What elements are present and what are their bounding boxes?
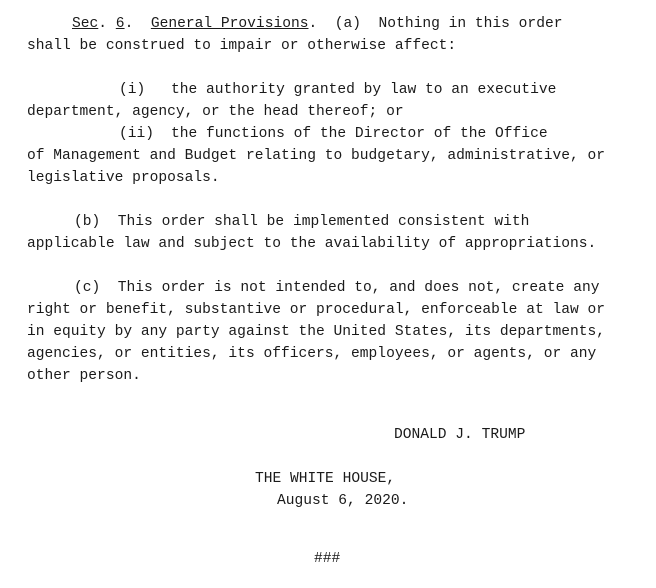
item-i-line-2: department, agency, or the head thereof; or	[27, 104, 404, 120]
section-label: Sec	[72, 16, 99, 32]
paragraph-b-line-1: (b) This order shall be implemented consistent with	[74, 214, 530, 230]
paragraph-c-line-5: other person.	[27, 368, 141, 384]
signature-name: DONALD J. TRUMP	[394, 427, 526, 443]
item-ii-line-1: the functions of the Director of the Office	[171, 126, 548, 142]
paragraph-c-line-4: agencies, or entities, its officers, employees, or agents, or any	[27, 346, 597, 362]
item-ii-line-2: of Management and Budget relating to budgetary, administrative, or	[27, 148, 606, 164]
paragraph-b-line-2: applicable law and subject to the availability of appropriations.	[27, 236, 597, 252]
paragraph-c-line-1: (c) This order is not intended to, and does not, create any	[74, 280, 600, 296]
section-heading-line: Sec. 6. General Provisions. (a) Nothing in this order	[72, 16, 563, 32]
paragraph-a-line-2: shall be construed to impair or otherwise affect:	[27, 38, 457, 54]
paragraph-c-line-3: in equity by any party against the United States, its departments,	[27, 324, 606, 340]
paragraph-c-line-2: right or benefit, substantive or procedural, enforceable at law or	[27, 302, 606, 318]
signature-place: THE WHITE HOUSE,	[255, 471, 396, 487]
paragraph-a-intro: (a) Nothing in this order	[334, 16, 563, 32]
section-heading: General Provisions	[150, 16, 309, 32]
item-i-line-1: the authority granted by law to an executive	[171, 82, 557, 98]
item-ii-line-3: legislative proposals.	[27, 170, 220, 186]
signature-date: August 6, 2020.	[277, 493, 409, 509]
item-i-label: (i)	[119, 82, 146, 98]
end-mark: ###	[314, 551, 341, 567]
item-ii-label: (ii)	[119, 126, 155, 142]
section-number: 6	[115, 16, 125, 32]
